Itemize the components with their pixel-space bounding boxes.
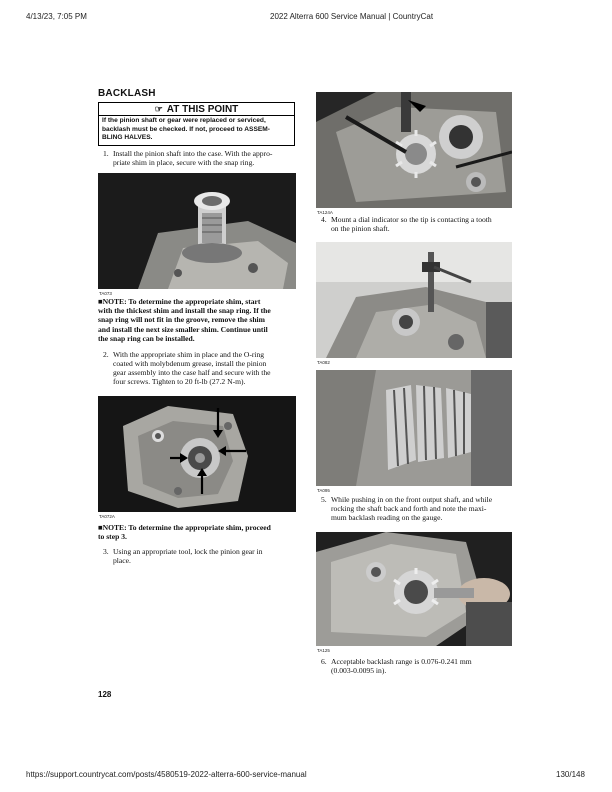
step-number: 2. — [103, 350, 109, 359]
photo-dial-indicator — [316, 242, 512, 358]
step-number: 4. — [321, 215, 327, 224]
photo-pinion-gear-assembly — [98, 396, 296, 512]
note-line: ■NOTE: To determine the appropriate shim, proceed — [98, 523, 271, 532]
step-line: (0.003-0.0095 in). — [331, 666, 387, 675]
print-page-count: 130/148 — [556, 770, 585, 779]
step-line: Install the pinion shaft into the case. With the appro- — [113, 149, 273, 158]
note-line: ■NOTE: To determine the appropriate shim, start — [98, 297, 261, 306]
step-line: mum backlash reading on the gauge. — [331, 513, 443, 522]
step-line: Mount a dial indicator so the tip is contacting a tooth — [331, 215, 492, 224]
note-shim-start-thickest — [98, 297, 298, 343]
note-line: the snap ring can be installed. — [98, 333, 195, 343]
step-2 — [103, 350, 298, 388]
at-this-point-box — [98, 102, 295, 146]
photo-caption: TA095 — [317, 488, 330, 493]
print-doc-title: 2022 Alterra 600 Service Manual | CountryCat — [270, 12, 434, 21]
photo-bevel-gear-closeup — [316, 370, 512, 486]
step-line: Acceptable backlash range is 0.076-0.241 mm — [331, 657, 472, 666]
page-number: 128 — [98, 690, 112, 699]
photo-caption: TA082 — [317, 360, 330, 365]
note-line: snap ring will not fit in the groove, remove the shim — [98, 315, 265, 325]
step-6 — [321, 657, 516, 677]
step-line: gear assembly into the case half and secure with the — [113, 368, 271, 377]
step-line: With the appropriate shim in place and the O-ring — [113, 350, 265, 359]
pointing-hand-icon: ☞ — [154, 104, 163, 114]
at-this-point-body — [99, 116, 294, 144]
at-this-point-line: If the pinion shaft or gear were replaced or serviced, — [102, 117, 266, 124]
photo-caption: TA125 — [317, 648, 330, 653]
step-1 — [103, 149, 298, 169]
note-line: with the thickest shim and install the snap ring. If the — [98, 306, 271, 316]
photo-caption: TA072A — [99, 514, 115, 519]
photo-check-backlash — [316, 532, 512, 646]
photo-pinion-shaft — [98, 173, 296, 289]
at-this-point-line: backlash must be checked. If not, proceed to ASSEM- — [102, 125, 270, 133]
photo-caption: TA124A — [317, 210, 333, 215]
at-this-point-line: BLING HALVES. — [102, 134, 153, 142]
step-line: on the pinion shaft. — [331, 224, 390, 233]
note-line: to step 3. — [98, 532, 127, 542]
step-line: coated with molybdenum grease, install the pinion — [113, 359, 267, 368]
at-this-point-heading — [99, 103, 294, 116]
step-3 — [103, 547, 298, 567]
step-number: 1. — [103, 149, 109, 158]
step-5 — [321, 495, 516, 525]
step-line: While pushing in on the front output shaft, and while — [331, 495, 493, 504]
section-title: BACKLASH — [98, 88, 156, 99]
step-line: priate shim in place, secure with the snap ring. — [113, 158, 255, 167]
step-number: 5. — [321, 495, 327, 504]
step-line: rocking the shaft back and forth and note the maxi- — [331, 504, 487, 513]
note-shim-proceed-step3 — [98, 523, 298, 541]
print-datetime: 4/13/23, 7:05 PM — [26, 12, 87, 21]
step-line: four screws. Tighten to 20 ft-lb (27.2 N-m). — [113, 377, 246, 386]
at-this-point-label: AT THIS POINT — [166, 104, 239, 115]
step-number: 3. — [103, 547, 109, 556]
step-line: Using an appropriate tool, lock the pinion gear in — [113, 547, 263, 556]
photo-caption: TA073 — [99, 291, 112, 296]
photo-lock-pinion-gear — [316, 92, 512, 208]
print-url: https://support.countrycat.com/posts/4580519-2022-alterra-600-service-manual — [26, 770, 307, 779]
step-line: place. — [113, 556, 131, 565]
step-number: 6. — [321, 657, 327, 666]
step-4 — [321, 215, 516, 235]
note-line: and install the next size smaller shim. Continue until — [98, 324, 268, 334]
